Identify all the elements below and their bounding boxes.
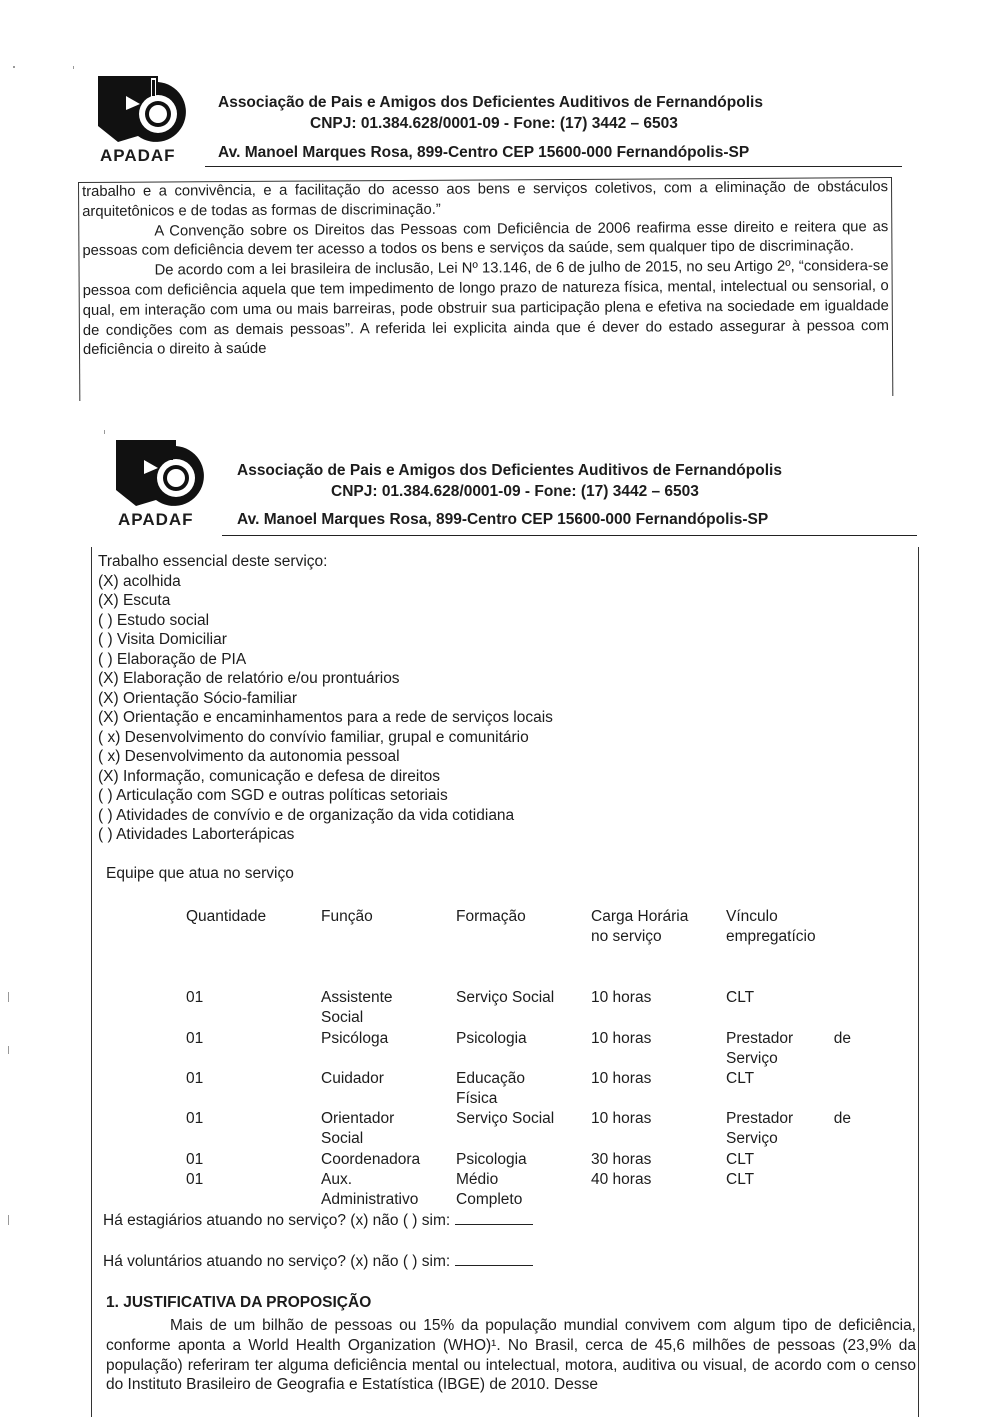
excerpt-paragraph: De acordo com a lei brasileira de inclusão, Lei Nº 13.146, de 6 de julho de 2015, no seu Artigo 2º, “considera-se pessoa com deficiência aquela que tem impedimento de longo prazo de natureza física, mental, intelectual ou sensorial, o qual, em interação com uma ou mais barreiras, pode obstruir sua participação plena e efetiva na sociedade em igualdade de condições com as demais pessoas”. A referida lei explicita ainda que é dever do estado assegurar à pessoa com deficiência o direito à saúde bbox=[82, 258, 889, 359]
table-cell: CLT bbox=[726, 1070, 755, 1087]
table-cell: 10 horas bbox=[591, 989, 652, 1006]
table-cell: Orientador Social bbox=[321, 1110, 395, 1147]
org-name: Associação de Pais e Amigos dos Deficientes Auditivos de Fernandópolis bbox=[218, 94, 763, 111]
interns-question bbox=[103, 1212, 533, 1230]
apadaf-logo-top bbox=[96, 74, 186, 165]
previous-page-excerpt bbox=[78, 177, 893, 401]
org-name: Associação de Pais e Amigos dos Deficientes Auditivos de Fernandópolis bbox=[237, 462, 782, 479]
cnpj-phone: CNPJ: 01.384.628/0001-09 - Fone: (17) 3442 – 6503 bbox=[310, 115, 678, 132]
col-header-quantity: Quantidade bbox=[186, 908, 267, 925]
apadaf-logo bbox=[114, 438, 204, 529]
volunteers-question bbox=[103, 1253, 533, 1271]
justification-text: Mais de um bilhão de pessoas ou 15% da população mundial convivem com algum tipo de deficiência, conforme aponta a World Health Organization (WHO)¹. No Brasil, cerca de 45,6 milhões de pessoas (23,9% da população) referiram ter alguma deficiência mental ou intelectual, motora, auditiva ou visual, de acordo com o censo do Instituto Brasileiro de Geografia e Estatística (IBGE) de 2010. Desse bbox=[106, 1317, 916, 1394]
table-cell: 01 bbox=[186, 1151, 204, 1168]
table-cell: 01 bbox=[186, 1070, 204, 1087]
checklist-item: ( x) Desenvolvimento da autonomia pessoal bbox=[98, 748, 400, 765]
header-rule bbox=[222, 535, 917, 536]
table-cell: 01 bbox=[186, 989, 204, 1006]
checklist-item: (X) Elaboração de relatório e/ou prontuários bbox=[98, 670, 400, 687]
address: Av. Manoel Marques Rosa, 899-Centro CEP 15600-000 Fernandópolis-SP bbox=[237, 511, 769, 528]
excerpt-paragraph: trabalho e a convivência, e a facilitação do acesso aos bens e serviços coletivos, com a eliminação de obstáculos arquitetônicos e de todas as formas de discriminação.” bbox=[82, 179, 889, 220]
interns-blank bbox=[455, 1212, 533, 1225]
scan-speck bbox=[73, 66, 74, 69]
table-cell: Serviço Social bbox=[456, 1110, 555, 1127]
ear-logo-icon bbox=[96, 74, 188, 144]
header-rule bbox=[205, 166, 902, 167]
table-cell: CLT bbox=[726, 989, 755, 1006]
table-cell: 01 bbox=[186, 1110, 204, 1127]
table-cell: CLT bbox=[726, 1171, 755, 1188]
table-cell: Médio Completo bbox=[456, 1171, 523, 1208]
table-cell: 40 horas bbox=[591, 1171, 652, 1188]
table-cell: CLT bbox=[726, 1151, 755, 1168]
table-cell: 01 bbox=[186, 1171, 204, 1188]
scan-speck bbox=[13, 66, 15, 68]
checklist-item: (X) acolhida bbox=[98, 572, 181, 590]
table-cell: Psicologia bbox=[456, 1030, 527, 1047]
cnpj-phone: CNPJ: 01.384.628/0001-09 - Fone: (17) 3442 – 6503 bbox=[331, 483, 699, 500]
table-cell: Prestador de Serviço bbox=[726, 1030, 851, 1067]
ear-logo-icon bbox=[114, 438, 206, 508]
table-cell: 10 horas bbox=[591, 1110, 652, 1127]
checklist-item: (X) Orientação Sócio-familiar bbox=[98, 689, 297, 707]
checklist-item: ( ) Atividades de convívio e de organização da vida cotidiana bbox=[98, 806, 515, 824]
justification-paragraph bbox=[106, 1316, 916, 1395]
checklist-item: ( x) Desenvolvimento do convívio familiar, grupal e comunitário bbox=[98, 728, 529, 746]
checklist-item: (X) Orientação e encaminhamentos para a rede de serviços locais bbox=[98, 709, 553, 726]
table-cell: Serviço Social bbox=[456, 989, 555, 1006]
logo-wordmark: APADAF bbox=[118, 510, 194, 529]
team-title: Equipe que atua no serviço bbox=[106, 865, 294, 882]
scan-speck bbox=[104, 430, 105, 434]
checklist-item: ( ) Atividades Laborterápicas bbox=[98, 826, 295, 843]
checklist-item: (X) Escuta bbox=[98, 592, 171, 609]
services-checklist bbox=[98, 552, 553, 845]
table-cell: 30 horas bbox=[591, 1151, 652, 1168]
col-header-education: Formação bbox=[456, 908, 526, 925]
col-header-hours: Carga Horária no serviço bbox=[591, 908, 689, 945]
scan-speck bbox=[8, 992, 9, 1002]
section-heading: 1. JUSTIFICATIVA DA PROPOSIÇÃO bbox=[106, 1294, 372, 1311]
checklist-item: ( ) Elaboração de PIA bbox=[98, 650, 247, 668]
volunteers-blank bbox=[455, 1253, 533, 1266]
table-cell: Cuidador bbox=[321, 1070, 384, 1087]
checklist-item: ( ) Articulação com SGD e outras políticas setoriais bbox=[98, 787, 448, 804]
scan-speck bbox=[8, 1046, 9, 1054]
table-cell: 10 horas bbox=[591, 1070, 652, 1087]
scan-speck bbox=[8, 1215, 9, 1225]
table-cell: Assistente Social bbox=[321, 989, 393, 1026]
interns-question-text: Há estagiários atuando no serviço? (x) não ( ) sim: bbox=[103, 1212, 451, 1229]
table-cell: Aux. Administrativo bbox=[321, 1171, 419, 1208]
col-header-function: Função bbox=[321, 908, 373, 925]
table-cell: Psicologia bbox=[456, 1151, 527, 1168]
excerpt-paragraph: A Convenção sobre os Direitos das Pessoas com Deficiência de 2006 reafirma esse direito e reitera que as pessoas com deficiência devem ter acesso a todos os bens e serviços da saúde, sem qualquer tipo de discriminação. bbox=[82, 218, 889, 260]
address: Av. Manoel Marques Rosa, 899-Centro CEP 15600-000 Fernandópolis-SP bbox=[218, 144, 750, 161]
logo-wordmark: APADAF bbox=[100, 146, 176, 165]
services-heading: Trabalho essencial deste serviço: bbox=[98, 553, 328, 570]
table-cell: Prestador de Serviço bbox=[726, 1110, 851, 1147]
table-cell: Coordenadora bbox=[321, 1151, 421, 1168]
checklist-item: ( ) Estudo social bbox=[98, 611, 210, 629]
table-cell: Educação Física bbox=[456, 1070, 525, 1107]
col-header-bond: Vínculo empregatício bbox=[726, 908, 816, 945]
table-cell: 10 horas bbox=[591, 1030, 652, 1047]
checklist-item: (X) Informação, comunicação e defesa de direitos bbox=[98, 767, 441, 785]
table-cell: 01 bbox=[186, 1030, 204, 1047]
volunteers-question-text: Há voluntários atuando no serviço? (x) não ( ) sim: bbox=[103, 1253, 451, 1270]
table-cell: Psicóloga bbox=[321, 1030, 389, 1047]
checklist-item: ( ) Visita Domiciliar bbox=[98, 631, 227, 648]
